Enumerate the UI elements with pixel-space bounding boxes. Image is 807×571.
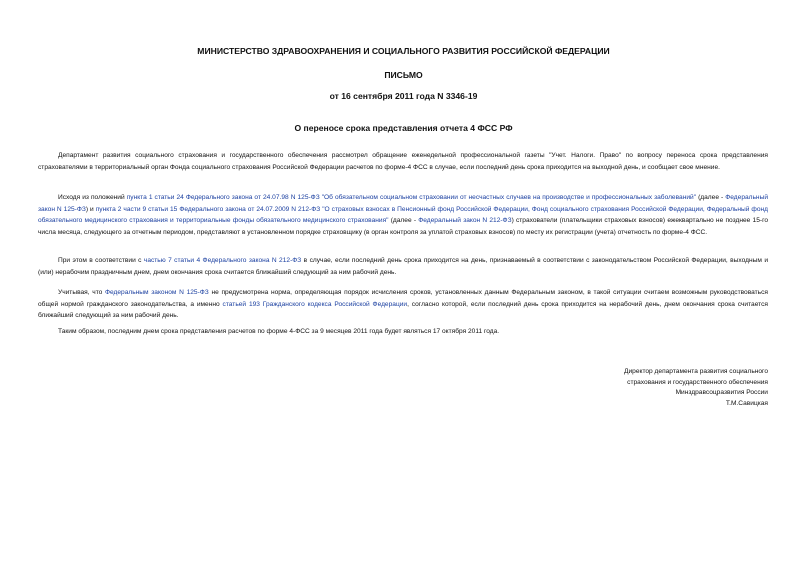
law-link-civil-code-193[interactable]: статьей 193 Гражданского кодекса Российской Федерации bbox=[222, 300, 408, 308]
text-fragment: Исходя из положений bbox=[58, 194, 127, 201]
text-fragment: Учитывая, что bbox=[58, 289, 105, 296]
text-fragment: ) и bbox=[85, 205, 96, 213]
law-link-212fz-art15[interactable]: пункта 2 части 9 статьи 15 Федерального закона от 24.07.2009 N 212-ФЗ "О страховых взносах в Пенсионный фонд Российской Федерации, Фонд социального страхования Российской Федерации, Федеральный фонд обязательного медицинского страхования и территориальные фонды обязательного медицинского страхования" bbox=[38, 205, 769, 224]
paragraph-intro: Департамент развития социального страхования и государственного обеспечения рассмотрел обращение еженедельной профессиональной газеты "Учет. Налоги. Право" по вопросу переноса срока представления страхователями в территориальный орган Фонда социального страхования Российской Федерации расчетов по форме-4 ФСС в случае, если последний день срока приходится на выходной день, и сообщает свое мнение. bbox=[38, 152, 768, 171]
law-link-212fz-art4[interactable]: частью 7 статьи 4 Федерального закона N 212-ФЗ bbox=[143, 257, 302, 264]
paragraph-legal-basis bbox=[38, 192, 768, 238]
document-type: ПИСЬМО bbox=[384, 70, 423, 80]
signature-line: страхования и государственного обеспечения bbox=[627, 378, 768, 386]
text-fragment: (далее - bbox=[388, 217, 419, 224]
law-link-125fz-art24[interactable]: пункта 1 статьи 24 Федерального закона от 24.07.98 N 125-ФЗ "Об обязательном социальном страховании от несчастных случаев на производстве и профессиональных заболеваний" bbox=[126, 194, 697, 201]
text-fragment: При этом в соответствии с bbox=[58, 257, 144, 264]
text-fragment: , согласно которой, если последний день срока приходится на нерабочий день, днем окончания срока считается ближайший следующий за ним рабочий день. bbox=[38, 300, 768, 319]
signature-line: Минздравсоцразвития России bbox=[675, 389, 768, 396]
law-link-212fz[interactable]: Федеральный закон N 212-ФЗ bbox=[418, 217, 512, 224]
law-link-125fz-mention[interactable]: Федеральным законом N 125-ФЗ bbox=[105, 289, 209, 296]
signature-block bbox=[468, 367, 768, 409]
ministry-title: МИНИСТЕРСТВО ЗДРАВООХРАНЕНИЯ И СОЦИАЛЬНОГО РАЗВИТИЯ РОССИЙСКОЙ ФЕДЕРАЦИИ bbox=[197, 46, 610, 56]
paragraph-deadline-rule bbox=[38, 255, 768, 278]
paragraph-conclusion: Таким образом, последним днем срока представления расчетов по форме 4-ФСС за 9 месяцев 2011 года будет являться 17 октября 2011 года. bbox=[58, 328, 500, 335]
signature-line: Директор департамента развития социального bbox=[624, 368, 768, 375]
text-fragment: не предусмотрена норма, определяющая порядок исчисления сроков, установленных данным Федеральным законом, в такой ситуации считаем возможным руководствоваться общей нормой гражданского законодательства, а именно bbox=[38, 289, 768, 308]
document-date-number: от 16 сентября 2011 года N 3346-19 bbox=[329, 91, 478, 101]
law-link-125fz[interactable]: Федеральный закон N 125-ФЗ bbox=[38, 194, 768, 213]
text-fragment: (далее - bbox=[696, 194, 726, 201]
text-fragment: ) страхователи (плательщики страховых взносов) ежеквартально не позднее 15-го числа месяца, следующего за отчетным периодом, представляют в установленном порядке страховщику (в орган контроля за уплатой страховых взносов) по месту их регистрации (учета) отчетность по форме-4 ФСС. bbox=[38, 217, 769, 236]
signature-name: Т.М.Савицкая bbox=[725, 399, 768, 407]
paragraph-civil-code bbox=[38, 287, 768, 322]
document-subject: О переносе срока представления отчета 4 ФСС РФ bbox=[294, 123, 513, 133]
text-fragment: в случае, если последний день срока приходится на день, признаваемый в соответствии с законодательством Российской Федерации, выходным и (или) нерабочим праздничным днем, днем окончания срока считается ближайший следующий за ним рабочий день. bbox=[38, 257, 769, 276]
